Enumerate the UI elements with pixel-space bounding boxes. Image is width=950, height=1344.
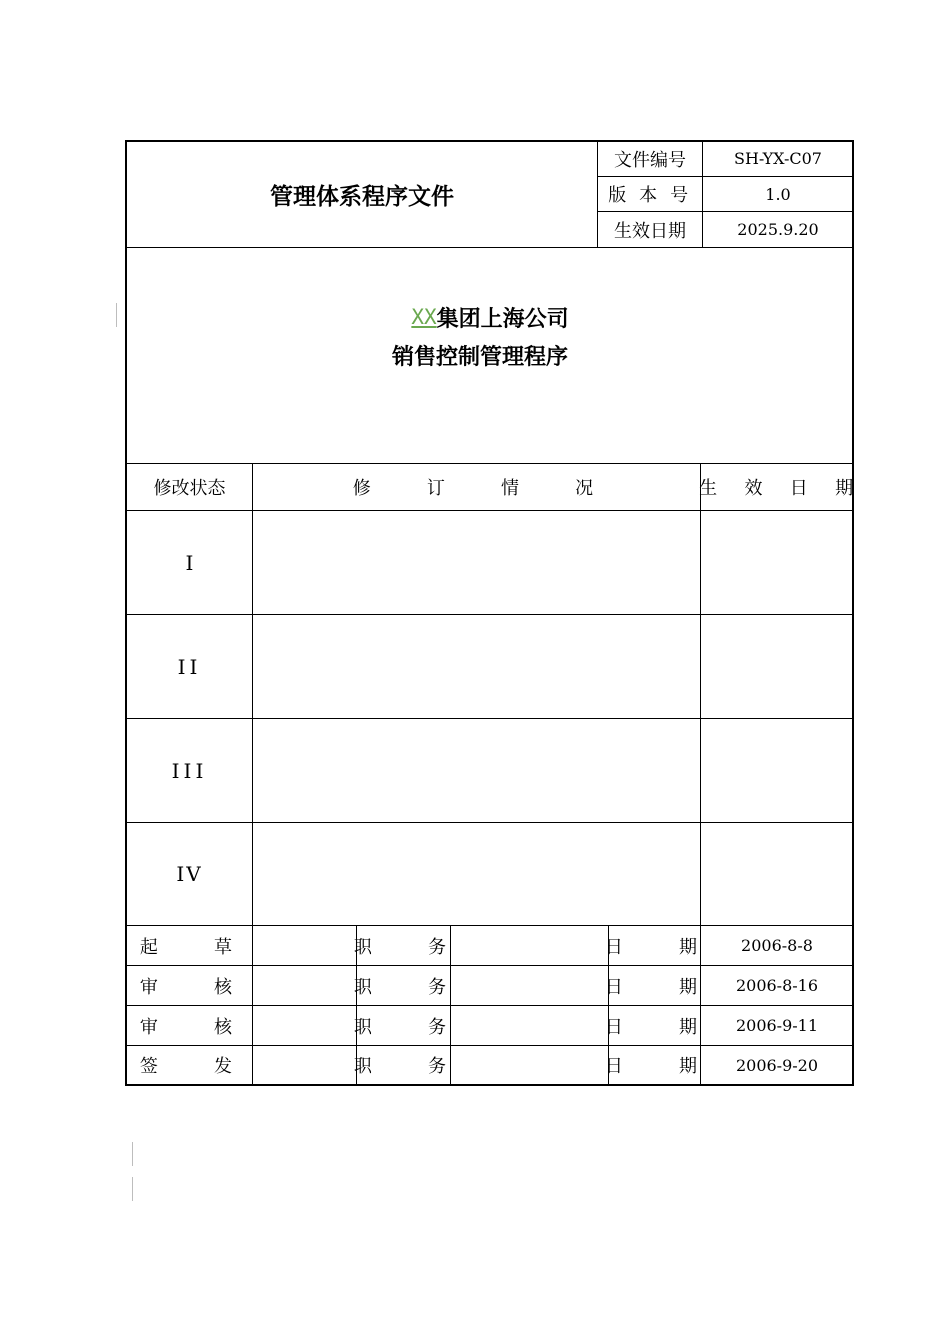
approval-date-label: 日 期 — [604, 1016, 723, 1038]
approval-role: 起 草 — [139, 936, 258, 958]
effective-date-label: 生效日期 — [614, 220, 686, 242]
revision-detail-cell — [253, 823, 700, 925]
approval-date-label: 日 期 — [604, 936, 723, 958]
doc-type-title: 管理体系程序文件 — [270, 183, 454, 210]
procedure-title: 销售控制管理程序 — [391, 344, 568, 370]
edge-mark — [132, 1142, 133, 1166]
approval-post-field — [451, 1006, 608, 1045]
approval-name-field — [253, 1006, 356, 1045]
approval-date-label: 日 期 — [604, 1056, 723, 1077]
revision-status-cell: III — [171, 758, 208, 783]
revision-effective-cell — [701, 719, 853, 822]
effective-date-value: 2025.9.20 — [737, 220, 819, 239]
doc-number-label: 文件编号 — [614, 149, 686, 171]
doc-number-value: SH-YX-C07 — [734, 149, 822, 168]
revision-detail-cell — [253, 511, 700, 614]
company-name — [127, 298, 853, 336]
approval-post-field — [451, 966, 608, 1005]
revision-effective-cell — [701, 823, 853, 925]
approval-date: 2006-9-20 — [735, 1055, 819, 1075]
edge-mark — [132, 1177, 133, 1201]
approval-post-label: 职 务 — [353, 936, 472, 958]
approval-post-label: 职 务 — [353, 1056, 472, 1077]
revision-status-cell: I — [185, 550, 194, 575]
approval-role: 审 核 — [139, 1016, 258, 1038]
approval-date: 2006-9-11 — [735, 1016, 819, 1035]
revision-status-cell: IV — [176, 862, 203, 886]
revision-effective-header: 生 效 日 期 — [699, 478, 864, 499]
approval-post-label: 职 务 — [353, 976, 472, 998]
revision-detail-header: 修 订 情 况 — [352, 478, 619, 499]
revision-status-cell: II — [177, 654, 202, 679]
edge-mark — [116, 303, 117, 327]
approval-date-label: 日 期 — [604, 976, 723, 998]
approval-date: 2006-8-16 — [735, 976, 819, 995]
approval-post-label: 职 务 — [353, 1016, 472, 1038]
revision-status-header: 修改状态 — [153, 478, 226, 499]
revision-effective-cell — [701, 511, 853, 614]
version-label: 版 本 号 — [608, 185, 692, 206]
revision-effective-cell — [701, 615, 853, 718]
company-name-rest: 集团上海公司 — [436, 306, 569, 332]
header-bottom-line — [126, 247, 853, 248]
approval-role: 审 核 — [139, 976, 258, 998]
approval-name-field — [253, 1046, 356, 1084]
revision-detail-cell — [253, 615, 700, 718]
approval-name-field — [253, 926, 356, 965]
company-prefix: XX — [411, 305, 437, 329]
version-value: 1.0 — [765, 184, 791, 204]
approval-post-field — [451, 1046, 608, 1084]
revision-detail-cell — [253, 719, 700, 822]
approval-role: 签 发 — [139, 1056, 258, 1077]
approval-date: 2006-8-8 — [741, 936, 813, 955]
approval-name-field — [253, 966, 356, 1005]
approval-post-field — [451, 926, 608, 965]
